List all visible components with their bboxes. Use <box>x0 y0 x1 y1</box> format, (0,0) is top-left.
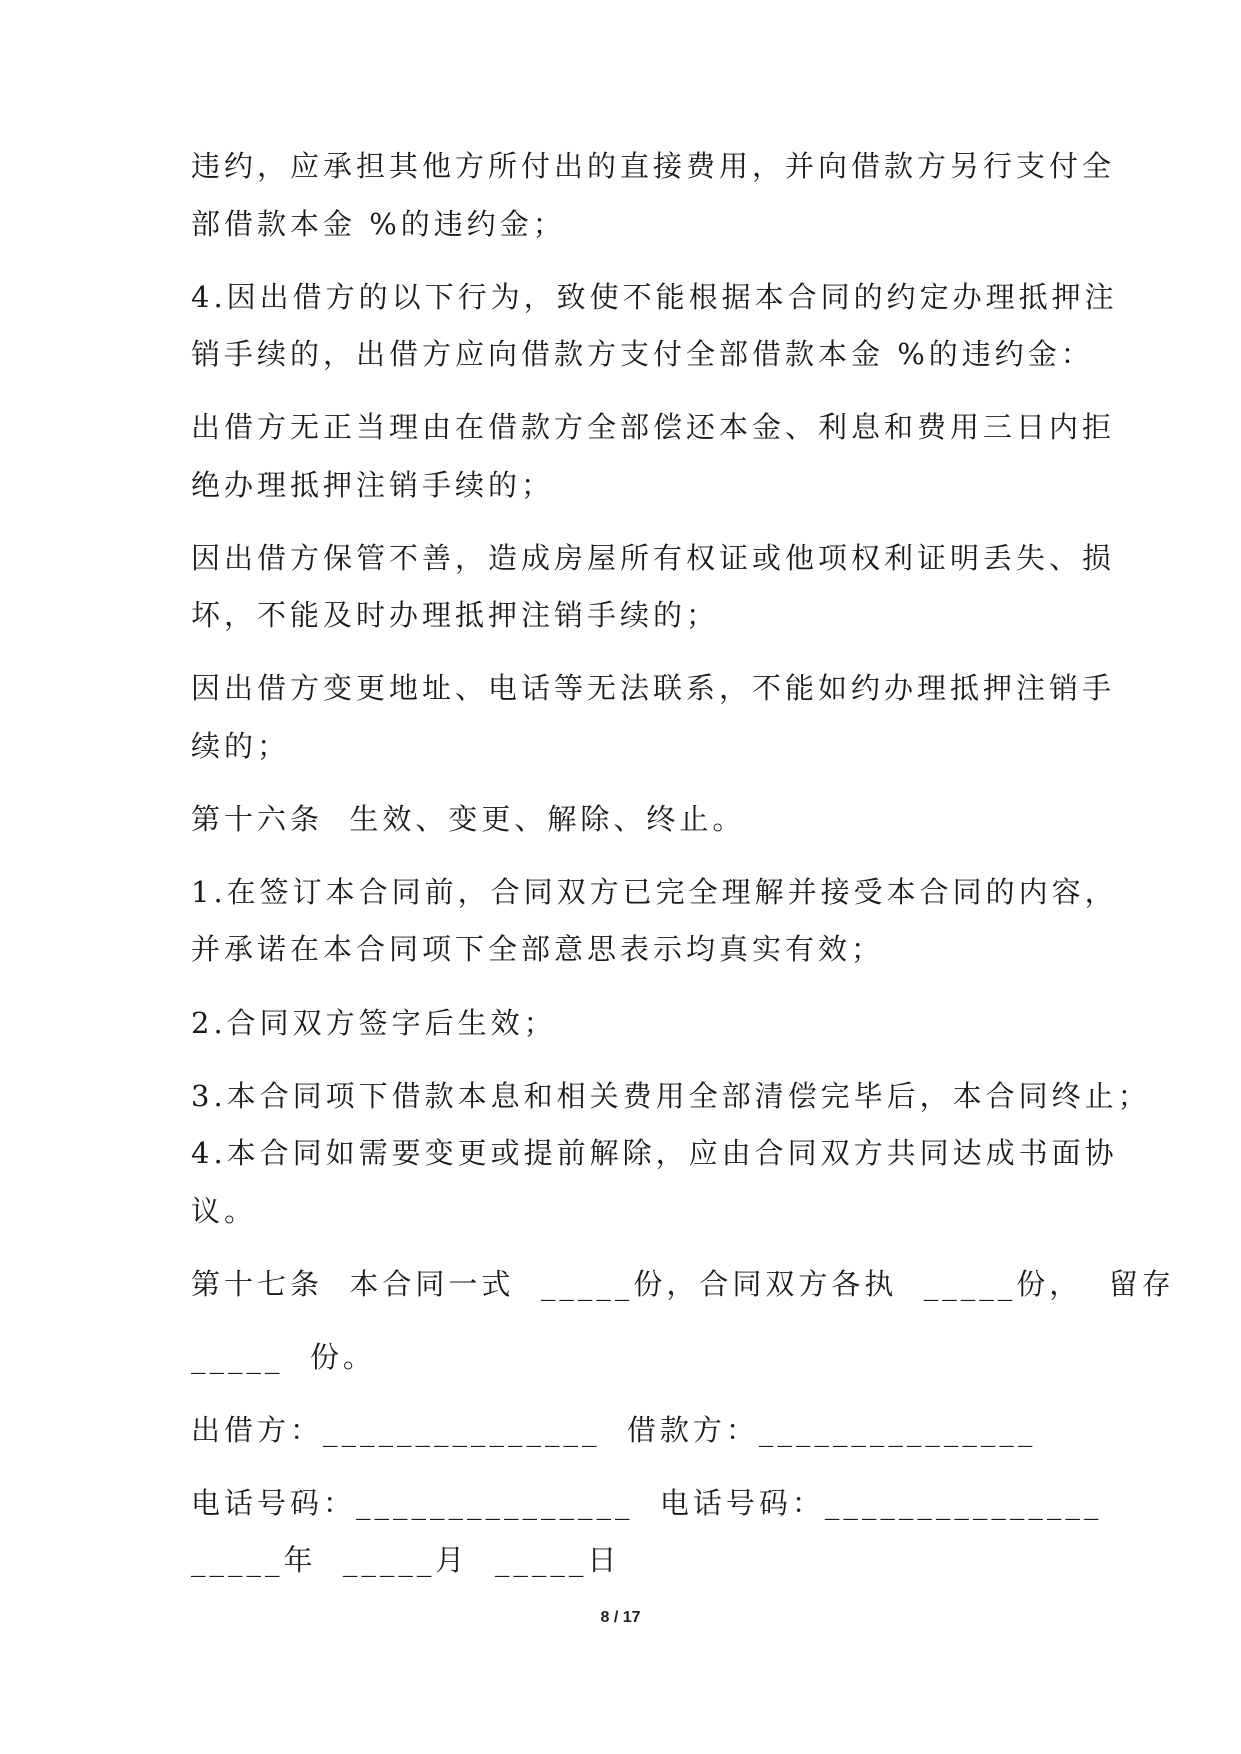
text-line: 2.合同双方签字后生效； <box>191 1006 557 1040</box>
text-line: 并承诺在本合同项下全部意思表示均真实有效； <box>191 932 885 966</box>
text-line: 4.本合同如需要变更或提前解除，应由合同双方共同达成书面协 <box>191 1136 1118 1170</box>
phone-line: 电话号码：_______________ 电话号码：_______________ <box>191 1486 1103 1520</box>
text-line: 销手续的，出借方应向借款方支付全部借款本金 %的违约金： <box>191 337 1094 371</box>
text-line: 部借款本金 %的违约金； <box>191 207 566 241</box>
signature-line: 出借方：_______________ 借款方：_______________ <box>191 1413 1037 1447</box>
section-heading: 第十六条 生效、变更、解除、终止。 <box>191 802 746 836</box>
text-line: 违约，应承担其他方所付出的直接费用，并向借款方另行支付全 <box>191 149 1116 183</box>
text-line: 坏，不能及时办理抵押注销手续的； <box>191 598 720 632</box>
text-line: 1.在签订本合同前，合同双方已完全理解并接受本合同的内容， <box>191 875 1118 909</box>
text-line: 4.因出借方的以下行为，致使不能根据本合同的约定办理抵押注 <box>191 280 1118 314</box>
text-line: 议。 <box>191 1194 258 1228</box>
text-line: 出借方无正当理由在借款方全部偿还本金、利息和费用三日内拒 <box>191 410 1116 444</box>
text-line: 续的； <box>191 729 291 763</box>
text-line: 因出借方保管不善，造成房屋所有权证或他项权利证明丢失、损 <box>191 541 1116 575</box>
text-line: 3.本合同项下借款本息和相关费用全部清偿完毕后，本合同终止； <box>191 1079 1151 1113</box>
section-heading: 第十七条 本合同一式 _____份，合同双方各执 _____份， 留存 <box>191 1267 1175 1301</box>
text-line: 绝办理抵押注销手续的； <box>191 468 555 502</box>
text-line: 因出借方变更地址、电话等无法联系，不能如约办理抵押注销手 <box>191 671 1116 705</box>
date-line: _____年 _____月 _____日 <box>191 1543 621 1577</box>
page-number: 8 / 17 <box>600 1609 641 1626</box>
text-line: _____ 份。 <box>191 1340 376 1374</box>
